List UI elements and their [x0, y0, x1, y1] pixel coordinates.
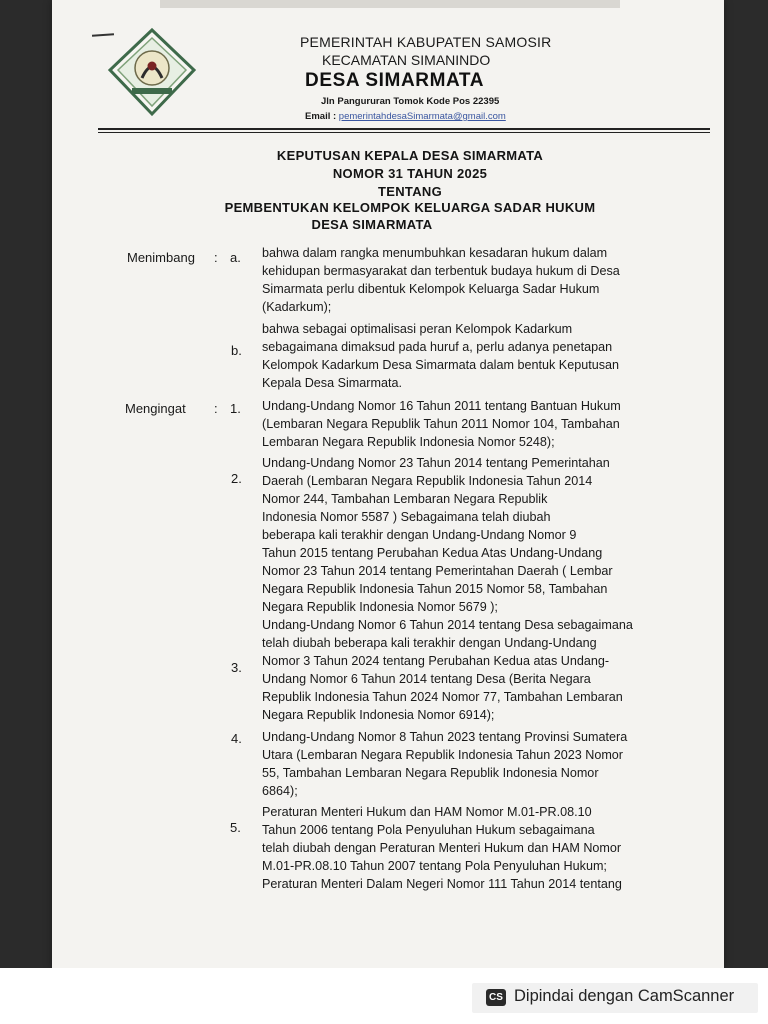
text-line: (Kadarkum);	[262, 300, 332, 314]
decree-subject-village: DESA SIMARMATA	[311, 217, 433, 232]
text-line: Republik Indonesia Tahun 2024 Nomor 77, Tambahan Lembaran	[262, 690, 623, 704]
text-line: Negara Republik Indonesia Nomor 6914);	[262, 708, 495, 722]
address: Jln Pangururan Tomok Kode Pos 22395	[321, 96, 500, 107]
decree-number: NOMOR 31 TAHUN 2025	[332, 166, 488, 181]
text-line: Undang-Undang Nomor 16 Tahun 2011 tentang Bantuan Hukum	[262, 399, 621, 413]
mengingat-1-text	[262, 397, 648, 451]
mengingat-2-marker: 2.	[231, 471, 242, 486]
email-address: pemerintahdesaSimarmata@gmail.com	[338, 111, 506, 122]
text-line: Negara Republik Indonesia Tahun 2015 Nomor 58, Tambahan	[262, 582, 608, 596]
email-label: Email :	[305, 111, 337, 122]
mengingat-3-marker: 3.	[231, 660, 242, 675]
email-line	[305, 111, 585, 122]
district-emblem-logo	[106, 26, 198, 118]
menimbang-b-marker: b.	[231, 343, 242, 358]
menimbang-label: Menimbang	[127, 250, 195, 265]
text-line: Nomor 3 Tahun 2024 tentang Perubahan Kedua atas Undang-	[262, 654, 610, 668]
text-line: kehidupan bermasyarakat dan terbentuk budaya hukum di Desa	[262, 264, 620, 278]
text-line: 55, Tambahan Lembaran Negara Republik Indonesia Nomor	[262, 766, 599, 780]
mengingat-2-text	[262, 454, 648, 616]
text-line: Kepala Desa Simarmata.	[262, 376, 402, 390]
text-line: Indonesia Nomor 5587 ) Sebagaimana telah diubah	[262, 510, 551, 524]
page-top-edge	[160, 0, 620, 8]
text-line: 6864);	[262, 784, 298, 798]
text-line: bahwa dalam rangka menumbuhkan kesadaran hukum dalam	[262, 246, 608, 260]
text-line: beberapa kali terakhir dengan Undang-Undang Nomor 9	[262, 528, 577, 542]
text-line: Peraturan Menteri Dalam Negeri Nomor 111 Tahun 2014 tentang	[262, 877, 622, 891]
text-line: Peraturan Menteri Hukum dan HAM Nomor M.01-PR.08.10	[262, 805, 592, 819]
header-rule-thin	[98, 132, 710, 133]
menimbang-colon: :	[214, 250, 218, 265]
text-line: Kelompok Kadarkum Desa Simarmata dalam bentuk Keputusan	[262, 358, 620, 372]
camscanner-icon: CS	[486, 989, 506, 1006]
text-line: Utara (Lembaran Negara Republik Indonesia Tahun 2023 Nomor	[262, 748, 624, 762]
village-name: DESA SIMARMATA	[305, 70, 485, 91]
text-line: sebagaimana dimaksud pada huruf a, perlu adanya penetapan	[262, 340, 613, 354]
text-line: M.01-PR.08.10 Tahun 2007 tentang Pola Penyuluhan Hukum;	[262, 859, 607, 873]
text-line: bahwa sebagai optimalisasi peran Kelompok Kadarkum	[262, 322, 573, 336]
decree-tentang: TENTANG	[378, 184, 442, 199]
mengingat-4-text	[262, 728, 648, 800]
text-line: Undang-Undang Nomor 23 Tahun 2014 tentang Pemerintahan	[262, 456, 610, 470]
text-line: Nomor 244, Tambahan Lembaran Negara Republik	[262, 492, 548, 506]
decree-title: KEPUTUSAN KEPALA DESA SIMARMATA	[276, 148, 544, 163]
text-line: Negara Republik Indonesia Nomor 5679 );	[262, 600, 498, 614]
government-name: PEMERINTAH KABUPATEN SAMOSIR	[300, 34, 552, 50]
text-line: Undang-Undang Nomor 6 Tahun 2014 tentang Desa sebagaimana	[262, 618, 633, 632]
menimbang-b-text	[262, 320, 648, 392]
header-rule-thick	[98, 128, 710, 130]
text-line: Undang-Undang Nomor 8 Tahun 2023 tentang Provinsi Sumatera	[262, 730, 628, 744]
text-line: telah diubah beberapa kali terakhir dengan Undang-Undang	[262, 636, 597, 650]
text-line: Simarmata perlu dibentuk Kelompok Keluarga Sadar Hukum	[262, 282, 600, 296]
mengingat-5-marker: 5.	[230, 820, 241, 835]
text-line: Tahun 2006 tentang Pola Penyuluhan Hukum sebagaimana	[262, 823, 595, 837]
mengingat-3-text	[262, 616, 648, 724]
text-line: Nomor 23 Tahun 2014 tentang Pemerintahan Daerah ( Lembar	[262, 564, 613, 578]
decree-subject: PEMBENTUKAN KELOMPOK KELUARGA SADAR HUKUM	[224, 200, 596, 215]
text-line: Daerah (Lembaran Negara Republik Indonesia Tahun 2014	[262, 474, 593, 488]
text-line: Tahun 2015 tentang Perubahan Kedua Atas Undang-Undang	[262, 546, 603, 560]
district-name: KECAMATAN SIMANINDO	[322, 52, 491, 68]
mengingat-colon: :	[214, 401, 218, 416]
text-line: Undang Nomor 6 Tahun 2014 tentang Desa (Berita Negara	[262, 672, 591, 686]
menimbang-a-text	[262, 244, 648, 316]
mengingat-4-marker: 4.	[231, 731, 242, 746]
scan-watermark-text: Dipindai dengan CamScanner	[514, 987, 735, 1005]
mengingat-1-marker: 1.	[230, 401, 241, 416]
mengingat-5-text	[262, 803, 648, 893]
text-line: (Lembaran Negara Republik Tahun 2011 Nomor 104, Tambahan	[262, 417, 620, 431]
menimbang-a-marker: a.	[230, 250, 241, 265]
text-line: telah diubah dengan Peraturan Menteri Hukum dan HAM Nomor	[262, 841, 622, 855]
mengingat-label: Mengingat	[125, 401, 186, 416]
text-line: Lembaran Negara Republik Indonesia Nomor 5248);	[262, 435, 555, 449]
